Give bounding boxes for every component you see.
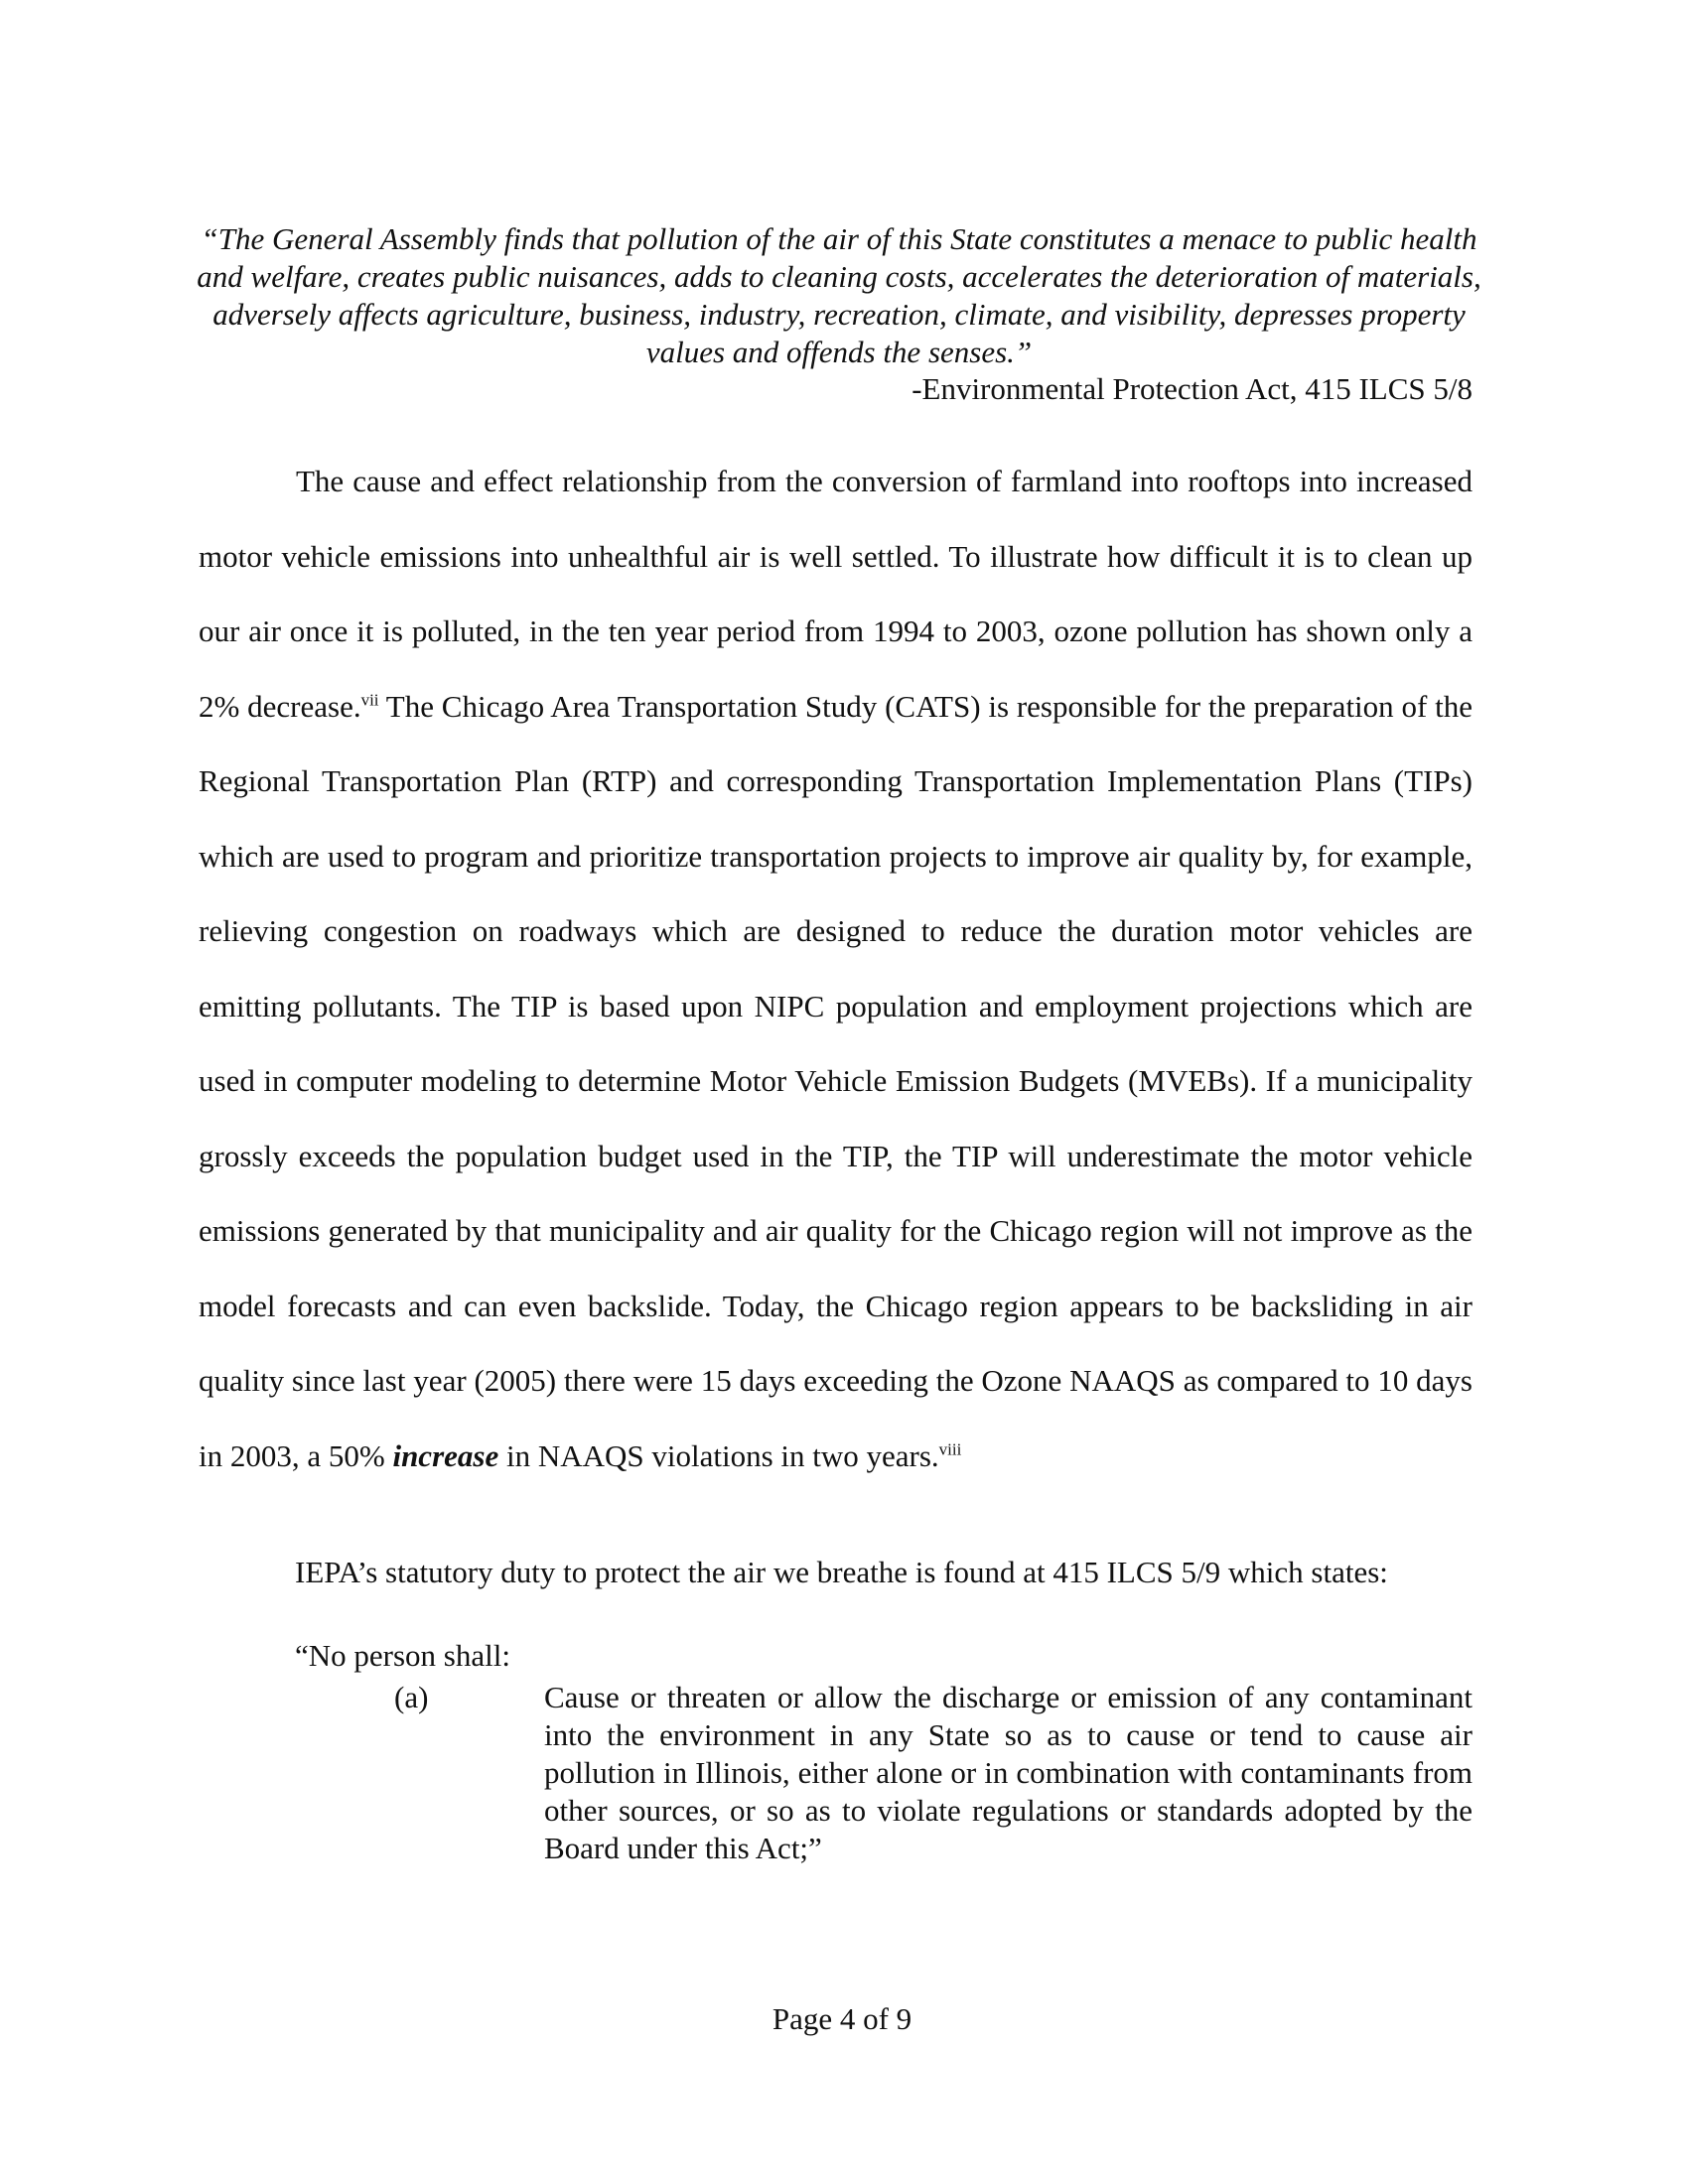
statute-intro: IEPA’s statutory duty to protect the air we breathe is found at 415 ILCS 5/9 which states:: [295, 1555, 1388, 1589]
page-number: Page 4 of 9: [772, 2001, 912, 2036]
statute-item-text: Cause or threaten or allow the discharge or emission of any contaminant into the environment in any State so as to cause or tend to cause air pollution in Illinois, either alone or in combination with contaminants from other sources, or so as to violate regulations or standards adopted by the Board under this Act;”: [544, 1680, 1473, 1865]
epigraph-quote: “The General Assembly finds that pollution of the air of this State constitutes a menace to public health and welfare, creates public nuisances, adds to cleaning costs, accelerates the deterioration of materials, adversely affects agriculture, business, industry, recreation, climate, and visibility, depresses property values and offends the senses.”: [197, 221, 1481, 369]
paragraph-text-part-3: in NAAQS violations in two years.: [498, 1437, 939, 1473]
statute-item-label: (a): [394, 1680, 429, 1714]
statute-opening: “No person shall:: [295, 1638, 510, 1673]
body-paragraph: [199, 444, 1473, 1493]
emphasized-word: increase: [392, 1437, 499, 1473]
footnote-marker-vii: vii: [360, 690, 379, 710]
paragraph-text-part-2: The Chicago Area Transportation Study (CATS) is responsible for the preparation of the Regional Transportation Plan (RTP) and corresponding Transportation Implementation Plans (TIPs) which are used to program and prioritize transportation projects to improve air quality by, for example, relieving congestion on roadways which are designed to reduce the duration motor vehicles are emitting pollutants. The TIP is based upon NIPC population and employment projections which are used in computer modeling to determine Motor Vehicle Emission Budgets (MVEBs). If a municipality grossly exceeds the population budget used in the TIP, the TIP will underestimate the motor vehicle emissions generated by that municipality and air quality for the Chicago region will not improve as the model forecasts and can even backslide. Today, the Chicago region appears to be backsliding in air quality since last year (2005) there were 15 days exceeding the Ozone NAAQS as compared to 10 days in 2003, a 50%: [199, 688, 1473, 1473]
footnote-marker-viii: viii: [938, 1439, 962, 1459]
epigraph-citation: -Environmental Protection Act, 415 ILCS 5/8: [912, 371, 1473, 406]
paragraph-text-part-1: The cause and effect relationship from the conversion of farmland into rooftops into increased motor vehicle emissions into unhealthful air is well settled. To illustrate how difficult it is to clean up our air once it is polluted, in the ten year period from 1994 to 2003, ozone pollution has shown only a 2% decrease.: [199, 464, 1473, 724]
